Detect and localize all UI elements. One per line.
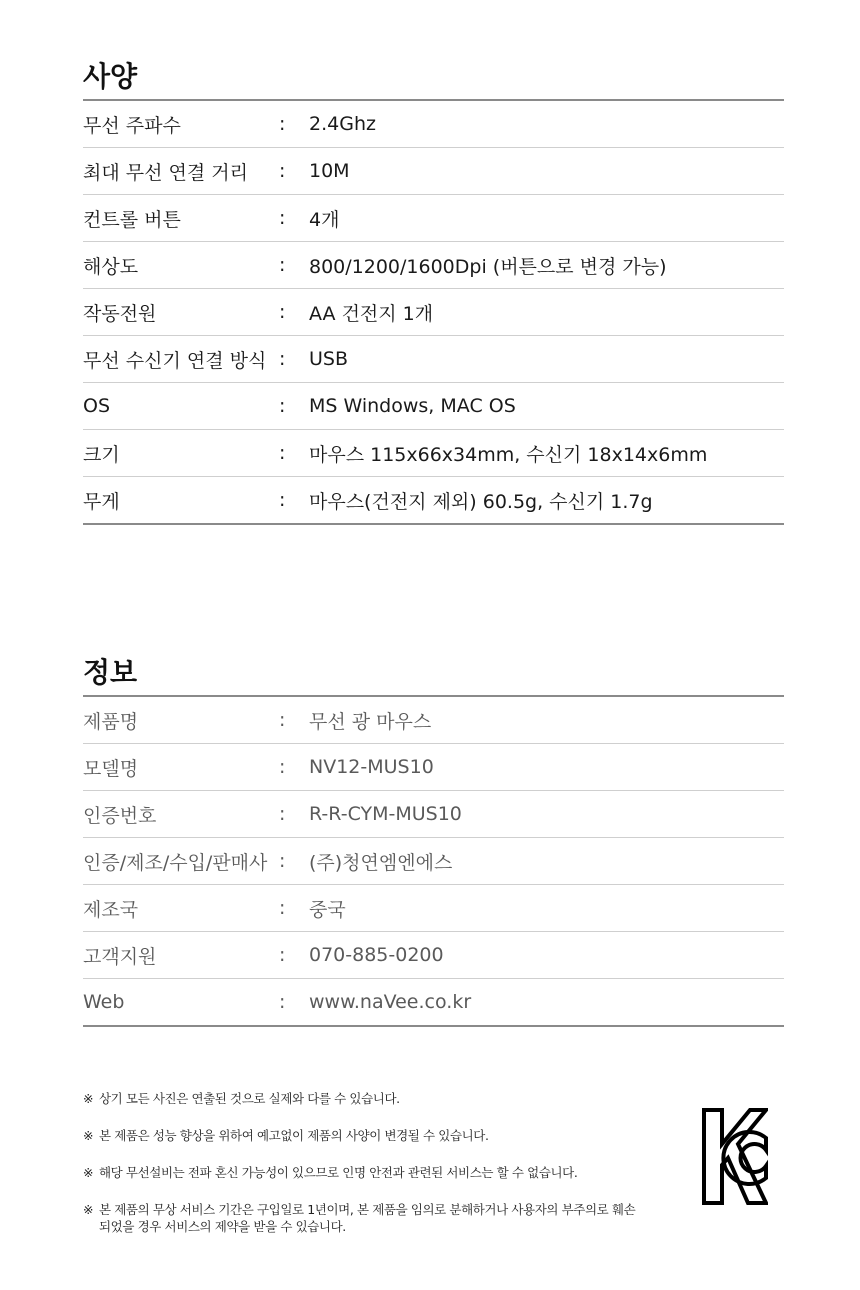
row-label: 제조국 — [83, 898, 139, 921]
row-colon: : — [279, 991, 286, 1013]
row-label: 모델명 — [83, 757, 139, 780]
row-label: 무선 주파수 — [83, 114, 181, 137]
row-colon: : — [279, 254, 286, 276]
row-value: 800/1200/1600Dpi (버튼으로 변경 가능) — [309, 255, 667, 278]
row-value: 마우스 115x66x34mm, 수신기 18x14x6mm — [309, 443, 708, 466]
row-colon: : — [279, 207, 286, 229]
spec-row — [83, 430, 784, 477]
row-colon: : — [279, 442, 286, 464]
row-value: USB — [309, 348, 349, 370]
info-row — [83, 744, 784, 791]
spec-title: 사양 — [83, 60, 138, 93]
row-value: (주)청연엠엔에스 — [309, 851, 453, 874]
row-label: Web — [83, 991, 125, 1013]
row-value: 중국 — [309, 898, 346, 921]
spec-section — [83, 55, 784, 525]
row-label: 제품명 — [83, 710, 139, 733]
info-table — [83, 695, 784, 1027]
row-value: 070-885-0200 — [309, 944, 444, 966]
row-value: AA 건전지 1개 — [309, 302, 434, 325]
row-colon: : — [279, 709, 286, 731]
row-label: 무선 수신기 연결 방식 — [83, 349, 267, 372]
spec-table — [83, 99, 784, 525]
row-label: 작동전원 — [83, 302, 157, 325]
row-value[interactable]: www.naVee.co.kr — [309, 991, 472, 1013]
info-row — [83, 791, 784, 838]
note-mark: ※ — [83, 1202, 94, 1217]
row-value: 10M — [309, 160, 350, 182]
info-row — [83, 979, 784, 1025]
note-item — [83, 1164, 643, 1181]
note-mark: ※ — [83, 1128, 94, 1143]
spec-row — [83, 477, 784, 523]
row-colon: : — [279, 850, 286, 872]
row-value: 마우스(건전지 제외) 60.5g, 수신기 1.7g — [309, 490, 653, 513]
row-colon: : — [279, 395, 286, 417]
spec-row — [83, 289, 784, 336]
note-mark: ※ — [83, 1165, 94, 1180]
spec-row — [83, 336, 784, 383]
row-label: 컨트롤 버튼 — [83, 208, 181, 231]
row-label: 해상도 — [83, 255, 139, 278]
row-label: 고객지원 — [83, 945, 157, 968]
row-colon: : — [279, 301, 286, 323]
row-label: 인증번호 — [83, 804, 157, 827]
note-text: 해당 무선설비는 전파 혼신 가능성이 있으므로 인명 안전과 관련된 서비스는 할 수 없습니다. — [99, 1165, 578, 1180]
row-colon: : — [279, 803, 286, 825]
row-label: 크기 — [83, 443, 120, 466]
spec-row — [83, 242, 784, 289]
row-colon: : — [279, 348, 286, 370]
note-item — [83, 1201, 643, 1235]
info-row — [83, 697, 784, 744]
row-label: OS — [83, 395, 111, 417]
info-row — [83, 838, 784, 885]
note-text: 본 제품의 무상 서비스 기간은 구입일로 1년이며, 본 제품을 임의로 분해하거나 사용자의 부주의로 훼손되었을 경우 서비스의 제약을 받을 수 있습니다. — [99, 1202, 636, 1234]
note-item — [83, 1127, 643, 1144]
note-item — [83, 1090, 643, 1107]
row-colon: : — [279, 160, 286, 182]
row-value: 무선 광 마우스 — [309, 710, 432, 733]
row-label: 무게 — [83, 490, 120, 513]
row-colon: : — [279, 897, 286, 919]
note-text: 본 제품은 성능 향상을 위하여 예고없이 제품의 사양이 변경될 수 있습니다. — [99, 1128, 489, 1143]
info-title: 정보 — [83, 656, 138, 689]
note-mark: ※ — [83, 1091, 94, 1106]
row-value: R-R-CYM-MUS10 — [309, 803, 462, 825]
spec-row — [83, 101, 784, 148]
spec-row — [83, 148, 784, 195]
spec-row — [83, 383, 784, 430]
row-colon: : — [279, 489, 286, 511]
row-label: 인증/제조/수입/판매사 — [83, 851, 268, 874]
row-value: MS Windows, MAC OS — [309, 395, 516, 417]
row-colon: : — [279, 944, 286, 966]
row-colon: : — [279, 756, 286, 778]
info-section — [83, 651, 784, 1027]
row-label: 최대 무선 연결 거리 — [83, 161, 248, 184]
row-colon: : — [279, 113, 286, 135]
row-value: 4개 — [309, 208, 340, 231]
kc-certification-icon — [702, 1108, 768, 1205]
info-row — [83, 885, 784, 932]
row-value: 2.4Ghz — [309, 113, 376, 135]
row-value: NV12-MUS10 — [309, 756, 434, 778]
note-text: 상기 모든 사진은 연출된 것으로 실제와 다를 수 있습니다. — [99, 1091, 400, 1106]
notes-list — [83, 1090, 643, 1255]
info-row — [83, 932, 784, 979]
spec-row — [83, 195, 784, 242]
